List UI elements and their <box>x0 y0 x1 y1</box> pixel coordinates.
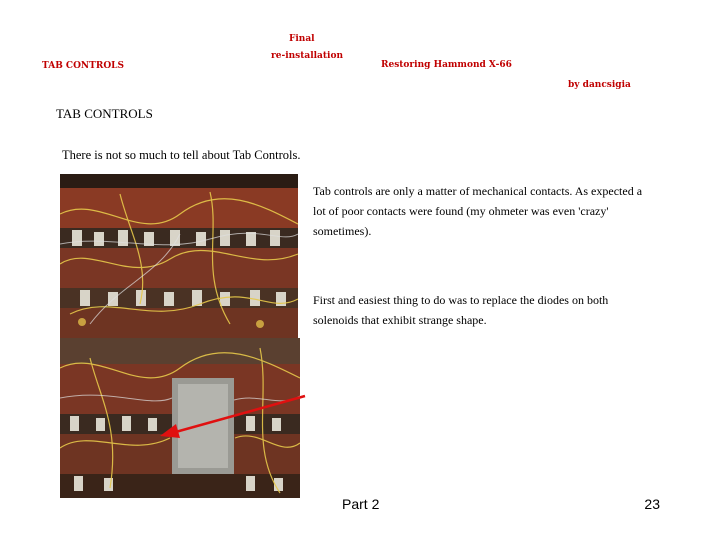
header-final: Final <box>289 34 315 44</box>
section-title: TAB CONTROLS <box>56 106 153 121</box>
tab-controls-photo-graphic <box>60 174 298 338</box>
solenoid-photo-graphic <box>60 338 300 498</box>
header-doc-title: Restoring Hammond X-66 <box>381 60 512 70</box>
header-reinstallation: re-installation <box>271 51 344 61</box>
page-number: 23 <box>644 496 660 512</box>
header-section-label: TAB CONTROLS <box>42 61 125 71</box>
intro-text: There is not so much to tell about Tab Controls. <box>62 148 301 162</box>
footer-part-label: Part 2 <box>342 496 380 512</box>
header-author: by dancsigia <box>568 80 631 90</box>
paragraph-diodes: First and easiest thing to do was to replace the diodes on both solenoids that exhibit strange shape. <box>313 293 609 327</box>
tab-controls-photo <box>60 174 298 338</box>
paragraph-contacts: Tab controls are only a matter of mechanical contacts. As expected a lot of poor contacts were found (my ohmeter was even 'crazy' sometimes). <box>313 184 643 238</box>
solenoid-photo <box>60 338 300 498</box>
